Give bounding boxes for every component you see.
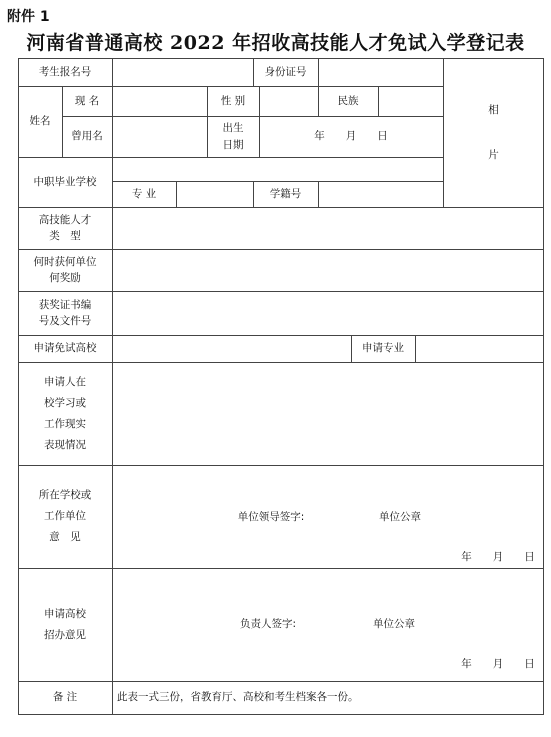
label-talent-type xyxy=(18,207,112,249)
label-cert-2: 号及文件号 xyxy=(38,315,92,327)
label-award-2: 何奖励 xyxy=(49,272,81,284)
label-performance xyxy=(18,362,112,465)
label-unit-3: 意 见 xyxy=(49,531,81,543)
label-talent-type-1: 高技能人才 xyxy=(38,213,92,226)
field-student-status-no[interactable] xyxy=(318,181,443,207)
label-unit-1: 所在学校或 xyxy=(38,489,92,501)
field-ethnicity[interactable] xyxy=(378,86,443,116)
form-title xyxy=(0,28,551,55)
label-remarks: 备 注 xyxy=(52,691,78,704)
label-student-status-no: 学籍号 xyxy=(269,187,302,200)
field-birth-date[interactable]: 年 月 日 xyxy=(314,130,388,143)
label-gender: 性 别 xyxy=(220,94,246,107)
label-photo-2: 片 xyxy=(488,148,499,161)
label-birth-2: 日期 xyxy=(222,138,244,151)
label-unit-2: 工作单位 xyxy=(44,510,86,522)
label-major: 专 业 xyxy=(131,187,157,200)
label-talent-type-2: 类 型 xyxy=(49,230,81,242)
label-univ-seal: 单位公章 xyxy=(373,617,415,630)
unit-opinion-date: 年 月 日 xyxy=(461,550,535,563)
field-current-name[interactable] xyxy=(112,86,207,116)
label-perf-2: 校学习或 xyxy=(44,396,86,409)
label-university-opinion xyxy=(18,568,112,681)
field-major[interactable] xyxy=(176,181,253,207)
field-award[interactable] xyxy=(112,249,544,291)
label-unit-opinion xyxy=(18,465,112,568)
label-birth-date xyxy=(207,116,259,157)
field-performance[interactable] xyxy=(112,362,544,465)
remarks-text: 此表一式三份，省教育厅、高校和考生档案各一份。 xyxy=(117,691,359,704)
field-certificate[interactable] xyxy=(112,291,544,335)
label-current-name: 现 名 xyxy=(74,94,100,107)
field-gender[interactable] xyxy=(259,86,318,116)
label-leader-sign: 单位领导签字: xyxy=(237,510,305,523)
label-univ-2: 招办意见 xyxy=(44,628,86,641)
field-vocational-school[interactable] xyxy=(112,157,443,181)
title-year: 2022 xyxy=(170,32,225,54)
label-id-no: 身份证号 xyxy=(264,65,307,78)
title-part-1: 河南省普通高校 xyxy=(26,32,163,54)
label-award-1: 何时获何单位 xyxy=(33,255,97,268)
label-ethnicity: 民族 xyxy=(337,94,359,107)
label-name: 姓名 xyxy=(29,115,51,128)
field-exam-no[interactable] xyxy=(112,58,253,86)
label-vocational-school: 中职毕业学校 xyxy=(33,175,97,188)
label-apply-school: 申请免试高校 xyxy=(33,342,97,355)
label-exam-no: 考生报名号 xyxy=(38,65,92,78)
field-id-no[interactable] xyxy=(318,58,443,86)
label-perf-1: 申请人在 xyxy=(44,375,86,388)
label-unit-seal: 单位公章 xyxy=(379,510,421,523)
label-cert-1: 获奖证书编 xyxy=(38,298,92,311)
label-univ-1: 申请高校 xyxy=(44,607,86,620)
field-talent-type[interactable] xyxy=(112,207,544,249)
label-head-sign: 负责人签字: xyxy=(239,617,297,630)
label-apply-major: 申请专业 xyxy=(362,342,404,355)
label-former-name: 曾用名 xyxy=(71,130,103,143)
field-former-name[interactable] xyxy=(112,116,207,157)
field-apply-school[interactable] xyxy=(112,335,351,362)
label-birth-1: 出生 xyxy=(222,122,244,135)
label-photo-1: 相 xyxy=(488,103,499,116)
field-apply-major[interactable] xyxy=(415,335,544,362)
attachment-label: 附件 1 xyxy=(7,9,50,25)
university-opinion-date: 年 月 日 xyxy=(461,657,535,670)
label-perf-3: 工作现实 xyxy=(44,417,86,430)
label-perf-4: 表现情况 xyxy=(44,438,86,451)
title-part-2: 年招收高技能人才免试入学登记表 xyxy=(232,32,525,54)
label-certificate xyxy=(18,291,112,335)
label-award xyxy=(18,249,112,291)
